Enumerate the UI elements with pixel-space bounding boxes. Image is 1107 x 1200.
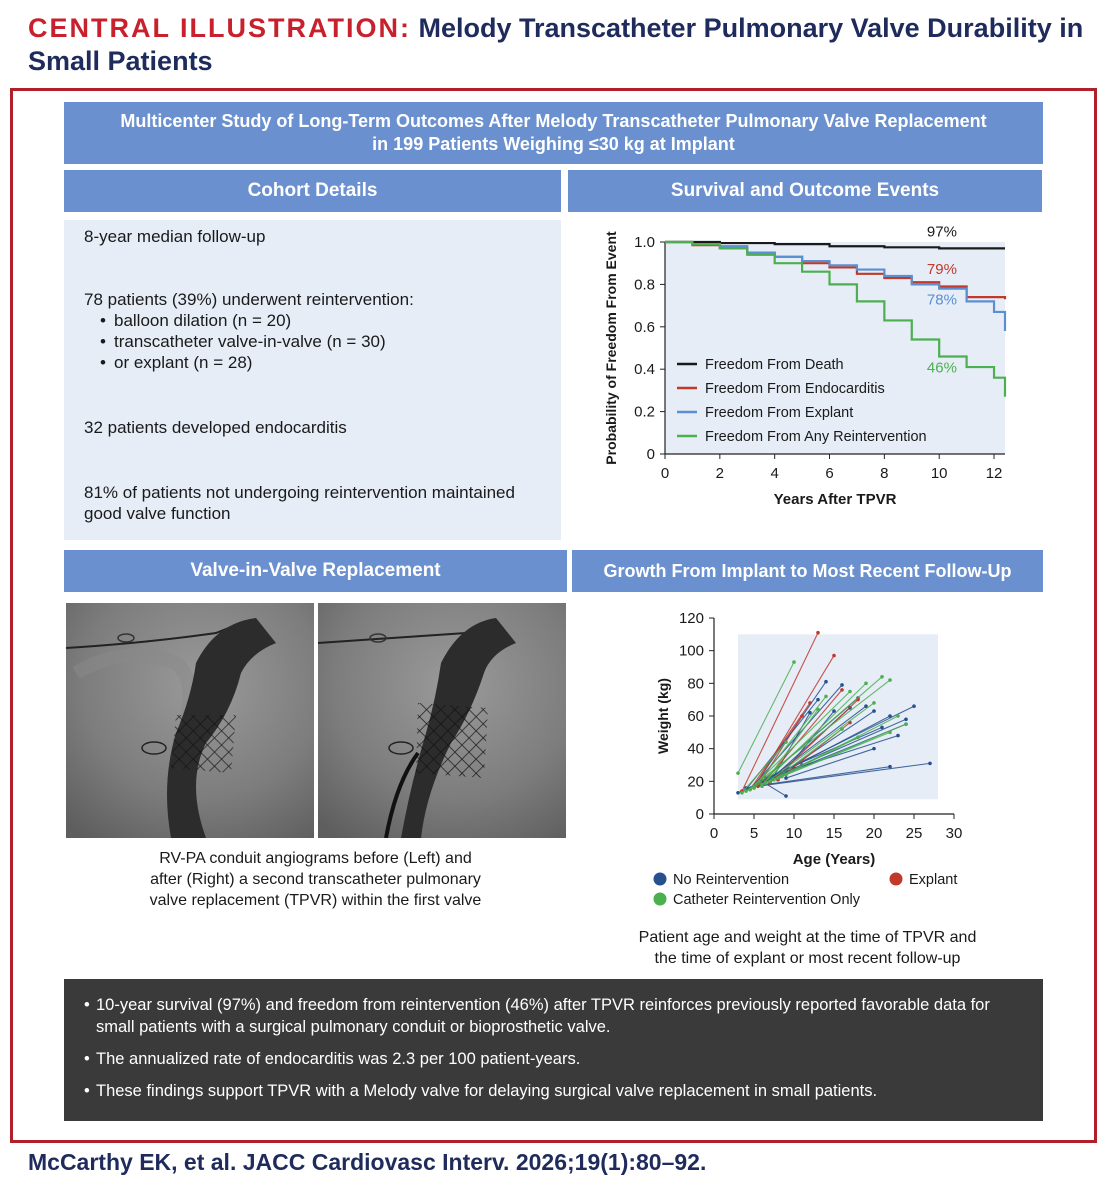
growth-point	[872, 701, 876, 705]
growth-point	[808, 701, 812, 705]
growth-point	[736, 791, 740, 795]
legend-marker	[890, 873, 903, 886]
legend-label: Freedom From Any Reintervention	[705, 429, 927, 445]
growth-chart	[640, 606, 980, 918]
y-tick-label: 40	[687, 740, 704, 758]
legend-marker	[654, 873, 667, 886]
growth-point	[748, 788, 752, 792]
summary-point: • The annualized rate of endocarditis was 2.3 per 100 patient-years.	[84, 1048, 1023, 1070]
legend-label: Freedom From Endocarditis	[705, 381, 885, 397]
growth-point	[856, 735, 860, 739]
growth-point	[888, 714, 892, 718]
y-tick-label: 0.8	[634, 276, 655, 294]
growth-point	[864, 682, 868, 686]
growth-point	[800, 714, 804, 718]
x-tick-label: 10	[785, 825, 803, 842]
y-tick-label: 0	[646, 446, 655, 463]
x-tick-label: 2	[715, 465, 725, 482]
angiogram-images	[66, 603, 566, 838]
growth-point	[912, 704, 916, 708]
growth-point	[816, 631, 820, 635]
title-text: Melody Transcatheter Pulmonary Valve Durability in Small Patients	[28, 13, 1084, 76]
list-item: • transcatheter valve-in-valve (n = 30)	[98, 331, 414, 352]
summary-point: • 10-year survival (97%) and freedom from reintervention (46%) after TPVR reinforces previously reported favorable data for small patients with a surgical pulmonary conduit or bioprosthetic valve.	[84, 994, 1023, 1038]
growth-point	[736, 771, 740, 775]
y-axis-label: Weight (kg)	[655, 678, 671, 754]
viv-heading: Valve-in-Valve Replacement	[64, 550, 567, 592]
summary-list	[84, 994, 1023, 1102]
x-tick-label: 5	[749, 825, 759, 842]
viv-caption-line: after (Right) a second transcatheter pulmonary	[150, 871, 481, 888]
x-tick-label: 0	[660, 465, 670, 482]
growth-point	[824, 695, 828, 699]
y-tick-label: 0	[695, 806, 704, 823]
growth-point	[840, 683, 844, 687]
y-tick-label: 80	[687, 675, 704, 693]
growth-point	[880, 675, 884, 679]
x-tick-label: 6	[825, 465, 834, 482]
growth-point	[840, 688, 844, 692]
survival-heading: Survival and Outcome Events	[568, 170, 1042, 212]
legend-label: Freedom From Death	[705, 357, 844, 373]
growth-point	[872, 747, 876, 751]
growth-point	[816, 698, 820, 702]
summary-point: • These findings support TPVR with a Melody valve for delaying surgical valve replacement in small patients.	[84, 1080, 1023, 1102]
cohort-reintervention	[84, 289, 414, 373]
reintervention-list	[98, 310, 414, 373]
growth-point	[888, 731, 892, 735]
legend-label: Explant	[909, 872, 958, 888]
citation: McCarthy EK, et al. JACC Cardiovasc Interv. 2026;19(1):80–92.	[28, 1149, 707, 1175]
growth-point	[872, 709, 876, 713]
km-end-label: 78%	[926, 291, 957, 309]
study-banner	[64, 102, 1043, 164]
x-tick-label: 10	[930, 465, 948, 482]
x-tick-label: 0	[709, 825, 719, 842]
y-tick-label: 20	[687, 773, 704, 791]
growth-heading: Growth From Implant to Most Recent Follow-Up	[572, 550, 1043, 592]
cohort-reintervention-text: 78 patients (39%) underwent reintervention:	[84, 290, 414, 309]
viv-caption-line: RV-PA conduit angiograms before (Left) and	[159, 850, 472, 867]
growth-point	[760, 784, 764, 788]
cohort-valve-function: 81% of patients not undergoing reintervention maintained good valve function	[84, 483, 515, 523]
y-tick-label: 120	[678, 610, 704, 627]
growth-caption-line: the time of explant or most recent follow-up	[654, 950, 961, 967]
growth-point	[840, 727, 844, 731]
growth-point	[888, 765, 892, 769]
growth-point	[896, 714, 900, 718]
km-end-label: 79%	[926, 260, 957, 278]
list-item: • balloon dilation (n = 20)	[98, 310, 414, 331]
title-label: CENTRAL ILLUSTRATION:	[28, 13, 411, 43]
growth-point	[832, 709, 836, 713]
x-tick-label: 25	[905, 825, 923, 842]
growth-point	[772, 778, 776, 782]
growth-caption	[580, 927, 1035, 969]
growth-point	[904, 722, 908, 726]
growth-point	[848, 690, 852, 694]
growth-point	[824, 680, 828, 684]
growth-point	[896, 734, 900, 738]
growth-point	[808, 711, 812, 715]
x-tick-label: 4	[770, 465, 779, 482]
survival-chart	[598, 224, 1028, 514]
growth-point	[780, 775, 784, 779]
growth-point	[752, 786, 756, 790]
cohort-follow-up: 8-year median follow-up	[84, 227, 266, 246]
growth-point	[928, 762, 932, 766]
km-end-label: 97%	[926, 224, 957, 241]
x-tick-label: 15	[825, 825, 843, 842]
x-axis-label: Age (Years)	[792, 851, 876, 868]
x-tick-label: 8	[880, 465, 889, 482]
viv-caption	[64, 848, 567, 911]
x-tick-label: 20	[865, 825, 883, 842]
y-tick-label: 0.6	[634, 318, 655, 336]
y-tick-label: 0.2	[634, 403, 655, 421]
legend-label: Freedom From Explant	[705, 405, 854, 421]
growth-point	[792, 660, 796, 664]
viv-caption-line: valve replacement (TPVR) within the first valve	[149, 892, 482, 909]
growth-point	[832, 654, 836, 658]
growth-point	[784, 740, 788, 744]
growth-point	[904, 717, 908, 721]
growth-point	[784, 794, 788, 798]
summary-box	[64, 979, 1043, 1121]
study-banner-line1: Multicenter Study of Long-Term Outcomes After Melody Transcatheter Pulmonary Valve Replacement	[120, 111, 987, 131]
legend-label: Catheter Reintervention Only	[673, 892, 860, 908]
growth-point	[816, 708, 820, 712]
study-banner-line2: in 199 Patients Weighing ≤30 kg at Implant	[372, 134, 735, 154]
y-tick-label: 100	[678, 642, 704, 660]
x-tick-label: 12	[985, 465, 1003, 482]
y-axis-label: Probability of Freedom From Event	[603, 231, 619, 465]
angiogram-before	[66, 603, 314, 838]
list-item: • or explant (n = 28)	[98, 352, 414, 373]
growth-caption-line: Patient age and weight at the time of TPVR and	[638, 929, 977, 946]
legend-marker	[654, 893, 667, 906]
angiogram-after	[318, 603, 566, 838]
growth-point	[740, 791, 744, 795]
y-tick-label: 60	[687, 708, 704, 725]
growth-point	[888, 678, 892, 682]
growth-point	[784, 776, 788, 780]
cohort-endocarditis: 32 patients developed endocarditis	[84, 418, 347, 437]
page-title	[28, 12, 1088, 78]
x-axis-label: Years After TPVR	[773, 491, 897, 508]
y-tick-label: 1.0	[634, 234, 655, 251]
x-tick-label: 30	[945, 825, 963, 842]
y-tick-label: 0.4	[634, 361, 655, 379]
cohort-heading: Cohort Details	[64, 170, 561, 212]
legend-label: No Reintervention	[673, 872, 790, 888]
km-end-label: 46%	[926, 359, 957, 377]
